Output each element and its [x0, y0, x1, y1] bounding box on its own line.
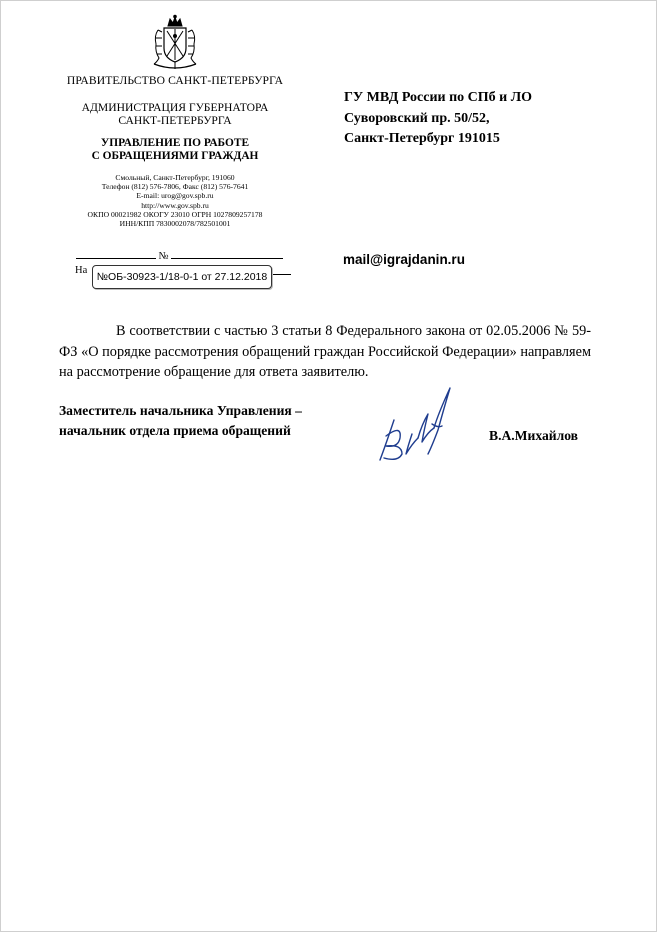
contact-phone: Телефон (812) 576-7806, Факс (812) 576-7641 [101, 182, 249, 192]
contact-address: Смольный, Санкт-Петербург, 191060 [115, 173, 235, 182]
addressee-line-3: Санкт-Петербург 191015 [344, 131, 500, 146]
letter-body: В соответствии с частью 3 статьи 8 Федерального закона от 02.05.2006 № 59-ФЗ «О порядке рассмотрения обращений граждан Российской Федерации» направляем на рассмотрение обращение для ответа заявителю. [59, 323, 591, 380]
contact-details [62, 173, 288, 228]
number-sign: № [158, 251, 169, 262]
registration-number-line [76, 248, 283, 262]
date-blank [76, 248, 156, 259]
addressee-line-2: Суворовский пр. 50/52, [344, 110, 490, 126]
number-blank [171, 248, 283, 259]
contact-inn: ИНН/КПП 7830002078/782501001 [119, 219, 231, 229]
handwritten-signature [372, 384, 458, 466]
na-prefix: На [75, 265, 88, 276]
signer-name: В.А.Михайлов [489, 428, 579, 443]
signer-title [59, 401, 302, 440]
contact-website: http://www.gov.spb.ru [141, 200, 209, 210]
contact-email: E-mail: urog@gov.spb.ru [136, 191, 214, 201]
administration-line-1: АДМИНИСТРАЦИЯ ГУБЕРНАТОРА [81, 101, 269, 114]
department-line-2: С ОБРАЩЕНИЯМИ ГРАЖДАН [91, 150, 259, 162]
st-petersburg-coat-of-arms-icon [146, 14, 204, 72]
registration-stamp: №ОБ-30923-1/18-0-1 от 27.12.2018 [92, 265, 272, 289]
signer-title-line-1: Заместитель начальника Управления – [59, 403, 302, 418]
reference-line [75, 265, 87, 276]
addressee-block [344, 88, 532, 150]
administration-name [62, 101, 288, 127]
addressee-email: mail@igrajdanin.ru [343, 252, 465, 267]
department-line-1: УПРАВЛЕНИЕ ПО РАБОТЕ [100, 137, 250, 149]
department-name [62, 137, 288, 163]
government-name: ПРАВИТЕЛЬСТВО САНКТ-ПЕТЕРБУРГА [66, 74, 284, 87]
signer-title-line-2: начальник отдела приема обращений [59, 422, 291, 438]
administration-line-2: САНКТ-ПЕТЕРБУРГА [118, 114, 232, 127]
contact-codes: ОКПО 00021982 ОКОГУ 23010 ОГРН 1027809257178 [87, 209, 263, 219]
addressee-line-1: ГУ МВД России по СПб и ЛО [344, 90, 533, 105]
